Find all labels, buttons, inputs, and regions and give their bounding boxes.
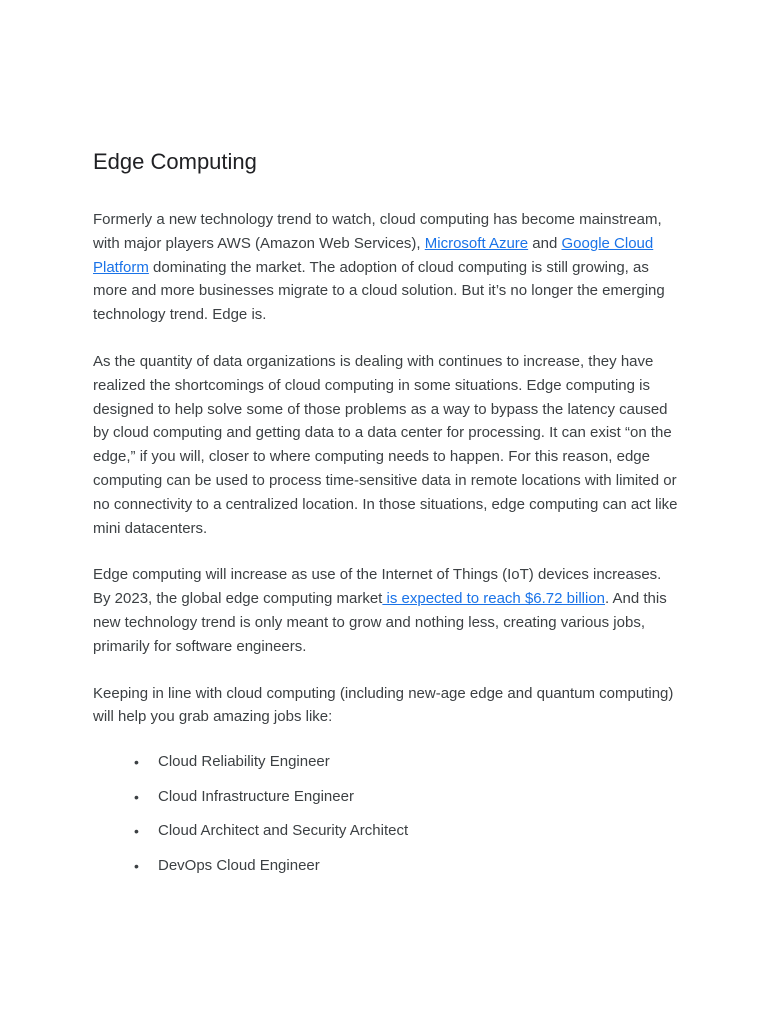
list-item bbox=[134, 821, 679, 841]
list-item bbox=[134, 787, 679, 807]
list-item bbox=[134, 856, 679, 876]
job-title: Cloud Reliability Engineer bbox=[158, 753, 330, 771]
google-cloud-platform-link[interactable]: Google Cloud Platform bbox=[93, 234, 654, 276]
paragraph-text: . And this new technology trend is only meant to grow and nothing less, creating various jobs, primarily for software engineers. bbox=[93, 590, 667, 655]
paragraph-text: and bbox=[528, 234, 562, 252]
article bbox=[93, 146, 679, 891]
paragraph-text: Edge computing will increase as use of the Internet of Things (IoT) devices increases. By 2023, the global edge computing market bbox=[93, 566, 662, 608]
paragraph-text: dominating the market. The adoption of cloud computing is still growing, as more and more businesses migrate to a cloud solution. But it’s no longer the emerging technology trend. Edge is. bbox=[93, 258, 665, 324]
list-item bbox=[134, 752, 679, 772]
paragraph-edge-market bbox=[93, 563, 679, 658]
paragraph-jobs-intro: Keeping in line with cloud computing (including new-age edge and quantum computing) will help you grab amazing jobs like: bbox=[93, 684, 674, 726]
article-title: Edge Computing bbox=[93, 149, 257, 174]
job-title: DevOps Cloud Engineer bbox=[158, 856, 320, 874]
market-forecast-link[interactable]: is expected to reach $6.72 billion bbox=[382, 590, 606, 608]
paragraph-cloud-intro bbox=[93, 208, 679, 327]
job-title: Cloud Infrastructure Engineer bbox=[158, 787, 354, 805]
bullet-icon: • bbox=[134, 754, 139, 771]
microsoft-azure-link[interactable]: Microsoft Azure bbox=[424, 234, 529, 252]
bullet-icon: • bbox=[134, 823, 139, 840]
paragraph-text: Formerly a new technology trend to watch, cloud computing has become mainstream, with major players AWS (Amazon Web Services), bbox=[93, 211, 662, 252]
jobs-list bbox=[93, 752, 679, 876]
paragraph-edge-explained: As the quantity of data organizations is dealing with continues to increase, they have realized the shortcomings of cloud computing in some situations. Edge computing is designed to help solve some of those problems as a way to bypass the latency caused by cloud computing and getting data to a data center for processing. It can exist “on the edge,” if you will, closer to where computing needs to happen. For this reason, edge computing can be used to process time-sensitive data in remote locations with limited or no connectivity to a centralized location. In those situations, edge computing can act like mini datacenters. bbox=[93, 352, 678, 537]
bullet-icon: • bbox=[134, 857, 139, 874]
bullet-icon: • bbox=[134, 788, 139, 805]
job-title: Cloud Architect and Security Architect bbox=[158, 822, 409, 840]
